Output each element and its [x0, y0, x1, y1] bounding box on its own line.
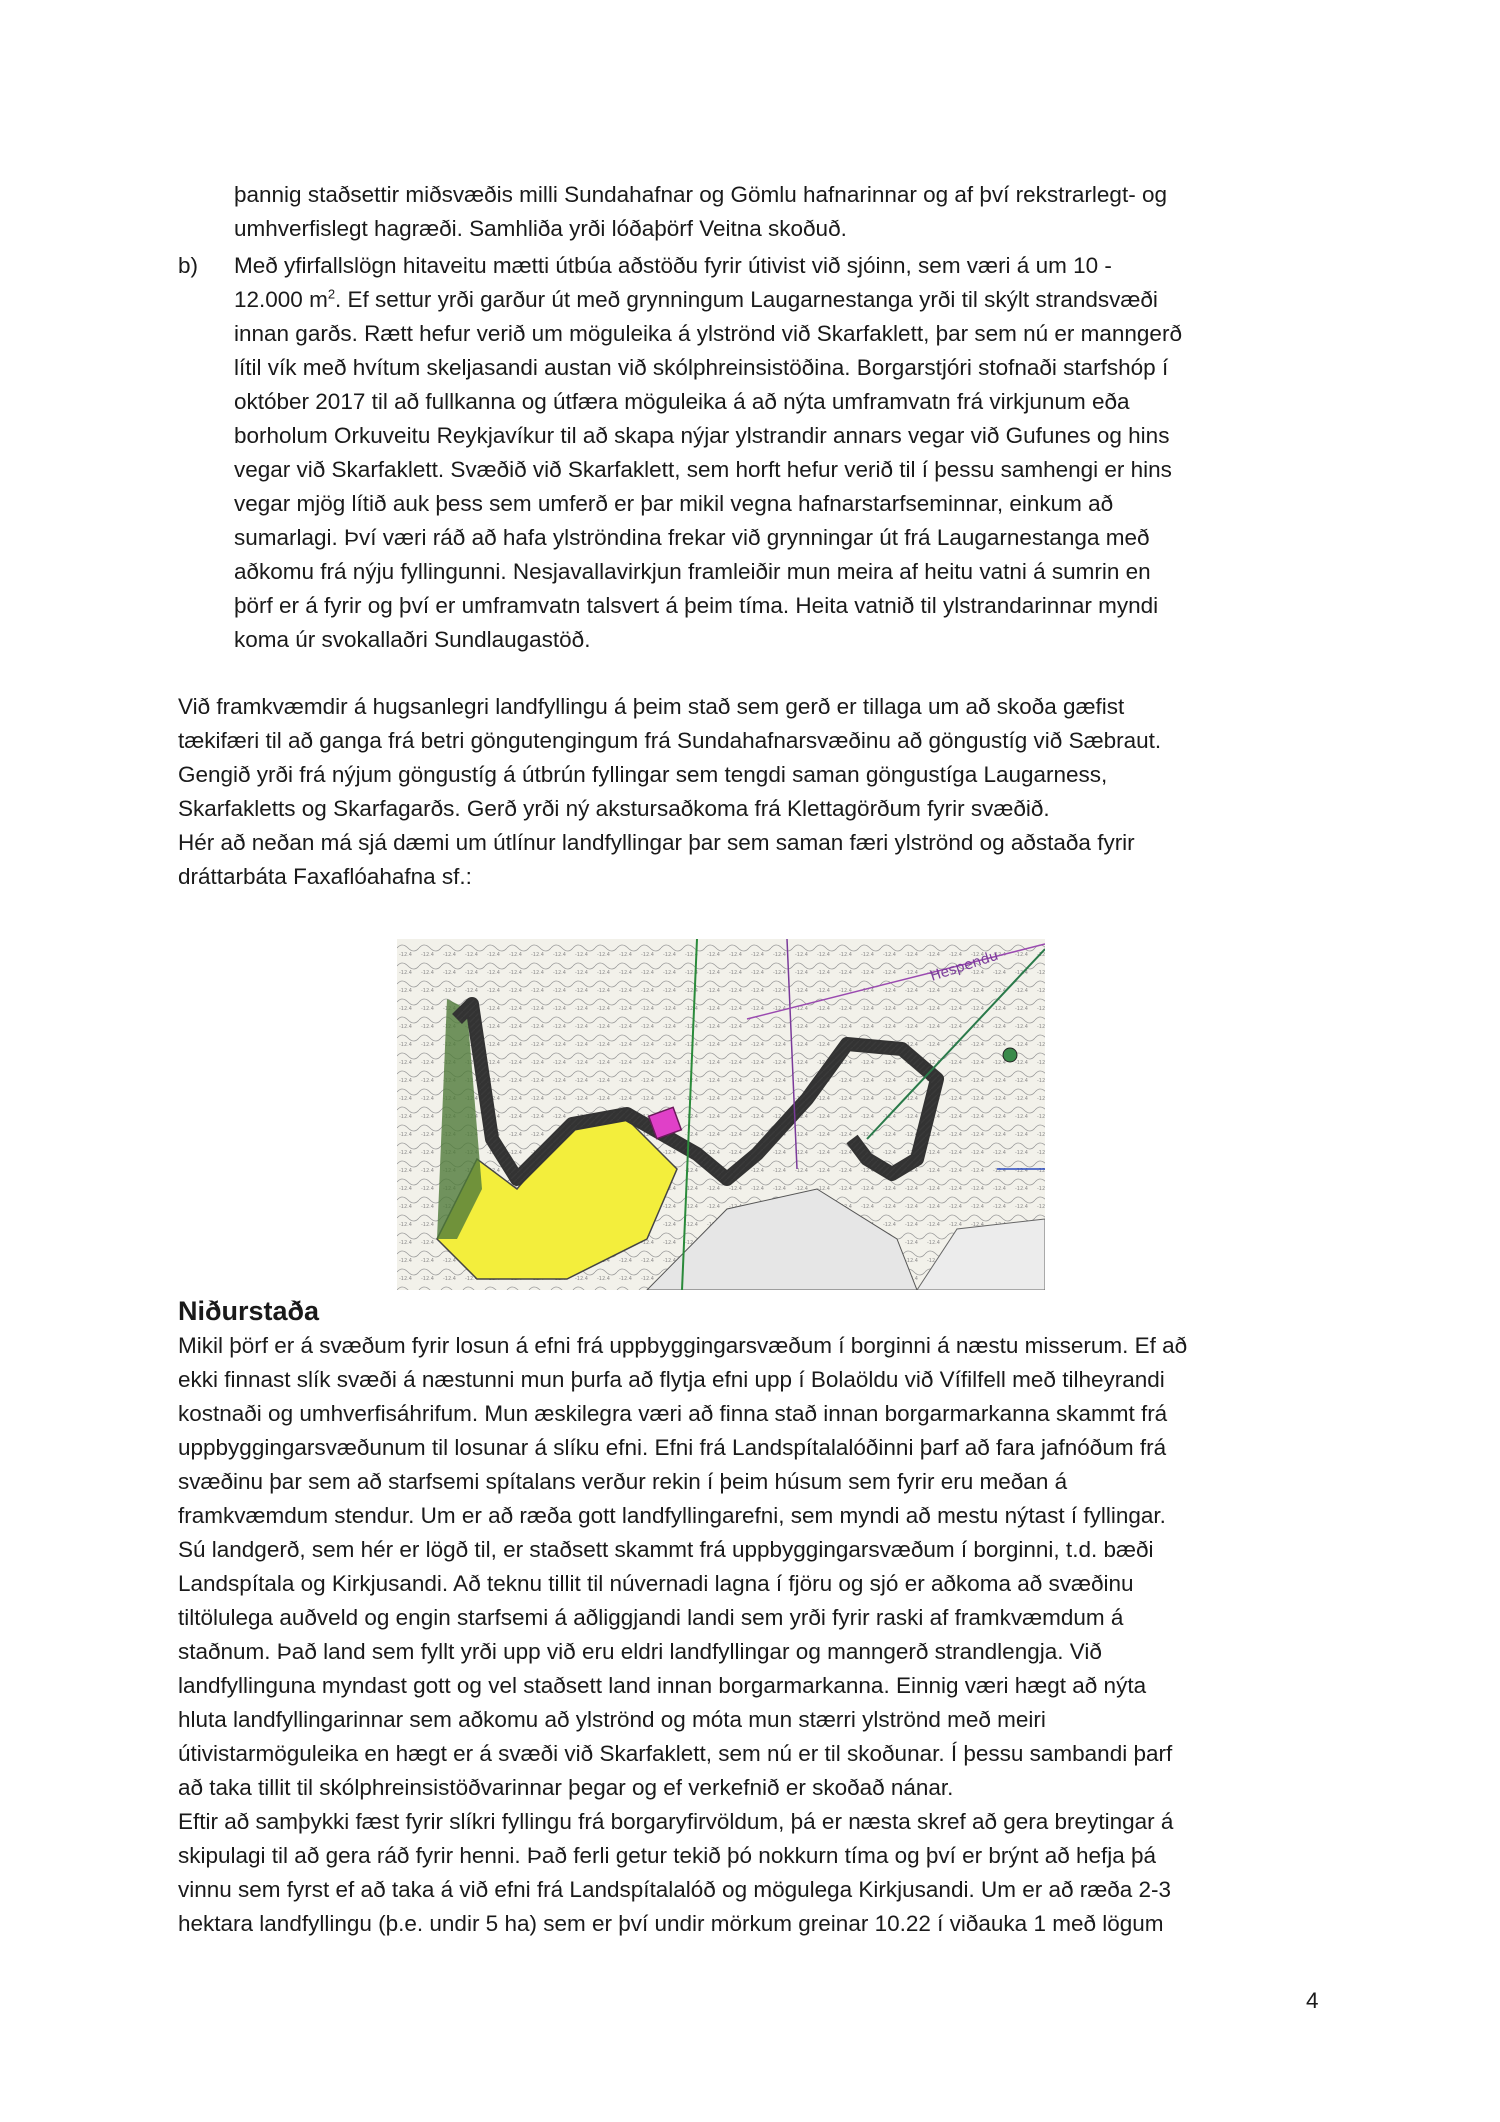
text-line: Mikil þörf er á svæðum fyrir losun á efni frá uppbyggingarsvæðum í borginni á næstu misserum. Ef að [178, 1333, 1188, 1358]
text-line: framkvæmdum stendur. Um er að ræða gott landfyllingarefni, sem myndi að mestu nýtast í fyllingar. [178, 1503, 1166, 1528]
text-line: aðkomu frá nýju fyllingunni. Nesjavallavirkjun framleiðir mun meira af heitu vatni á sumrin en [234, 559, 1151, 584]
text-line: Með yfirfallslögn hitaveitu mætti útbúa aðstöðu fyrir útivist við sjóinn, sem væri á um 10 - [234, 253, 1112, 278]
text-line: dráttarbáta Faxaflóahafna sf.: [178, 864, 472, 889]
landfill-map-figure [397, 939, 1045, 1290]
text-line-with-superscript [234, 283, 1322, 317]
text-line: staðnum. Það land sem fyllt yrði upp við eru eldri landfyllingar og manngerð strandlengja. Við [178, 1639, 1102, 1664]
page-number: 4 [1306, 1988, 1319, 2013]
superscript: 2 [327, 286, 336, 302]
text-line: koma úr svokallaðri Sundlaugastöð. [234, 627, 591, 652]
text-line: Gengið yrði frá nýjum göngustíg á útbrún fyllingar sem tengdi saman göngustíga Laugarness, [178, 762, 1108, 787]
text-line: Við framkvæmdir á hugsanlegri landfyllingu á þeim stað sem gerð er tillaga um að skoða gæfist [178, 694, 1125, 719]
area-value: 12.000 m [234, 287, 328, 312]
text-line: innan garðs. Rætt hefur verið um möguleika á ylströnd við Skarfaklett, þar sem nú er manngerð [234, 321, 1182, 346]
text-line: borholum Orkuveitu Reykjavíkur til að skapa nýjar ylstrandir annars vegar við Gufunes og hins [234, 423, 1170, 448]
text-line: umhverfislegt hagræði. Samhliða yrði lóðaþörf Veitna skoðuð. [234, 216, 847, 241]
text-line: október 2017 til að fullkanna og útfæra möguleika á að nýta umframvatn frá virkjunum eða [234, 389, 1130, 414]
text-line: útivistarmöguleika en hægt er á svæði við Skarfaklett, sem nú er til skoðunar. Í þessu sambandi þarf [178, 1741, 1173, 1766]
text-line: sumarlagi. Því væri ráð að hafa ylströndina frekar við grynningar út frá Laugarnestanga með [234, 525, 1150, 550]
text-fragment: . Ef settur yrði garður út með grynningum Laugarnestanga yrði til skýlt strandsvæði [335, 287, 1158, 312]
text-line: þannig staðsettir miðsvæðis milli Sundahafnar og Gömlu hafnarinnar og af því rekstrarlegt- og [234, 182, 1167, 207]
text-line: að taka tillit til skólphreinsistöðvarinnar þegar og ef verkefnið er skoðað nánar. [178, 1775, 954, 1800]
text-line: hluta landfyllingarinnar sem aðkomu að ylströnd og móta mun stærri ylströnd með meiri [178, 1707, 1046, 1732]
text-line: Sú landgerð, sem hér er lögð til, er staðsett skammt frá uppbyggingarsvæðum í borginni, t.d. bæði [178, 1537, 1154, 1562]
text-line: tiltölulega auðveld og engin starfsemi á aðliggjandi landi sem yrði fyrir raski af framkvæmdum á [178, 1605, 1124, 1630]
text-line: Skarfakletts og Skarfagarðs. Gerð yrði ný akstursaðkoma frá Klettagörðum fyrir svæðið. [178, 796, 1050, 821]
list-label-b: b) [178, 253, 199, 278]
item-b-paragraph [234, 249, 1322, 657]
section-heading: Niðurstaða [178, 1296, 320, 1326]
map-label: Hespendu [928, 947, 1001, 985]
text-line: landfyllinguna myndast gott og vel staðsett land innan borgarmarkanna. Einnig væri hægt að nýta [178, 1673, 1147, 1698]
text-line: lítil vík með hvítum skeljasandi austan við skólphreinsistöðina. Borgarstjóri stofnaði starfshóp í [234, 355, 1169, 380]
text-line: Hér að neðan má sjá dæmi um útlínur landfyllingar þar sem saman færi ylströnd og aðstaða fyrir [178, 830, 1135, 855]
item-a-continuation [234, 178, 1322, 246]
text-line: þörf er á fyrir og því er umframvatn talsvert á þeim tíma. Heita vatnið til ylstrandarinnar myndi [234, 593, 1159, 618]
conclusion-text [178, 1329, 1322, 1941]
marker-point [1003, 1048, 1017, 1062]
text-line: vegar við Skarfaklett. Svæðið við Skarfaklett, sem horft hefur verið til í þessu samhengi er hins [234, 457, 1172, 482]
text-line: kostnaði og umhverfisáhrifum. Mun æskilegra væri að finna stað innan borgarmarkanna skammt frá [178, 1401, 1168, 1426]
text-line: vegar mjög lítið auk þess sem umferð er þar mikil vegna hafnarstarfseminnar, einkum að [234, 491, 1114, 516]
text-line: vinnu sem fyrst ef að taka á við efni frá Landspítalalóð og mögulega Kirkjusandi. Um er að ræða 2-3 [178, 1877, 1172, 1902]
text-line: Landspítala og Kirkjusandi. Að teknu tillit til núvernadi lagna í fjöru og sjó er aðkoma að svæðinu [178, 1571, 1134, 1596]
text-line: ekki finnast slík svæði á næstunni mun þurfa að flytja efni upp í Bolaöldu við Vífilfell með tilheyrandi [178, 1367, 1165, 1392]
text-line: uppbyggingarsvæðunum til losunar á slíku efni. Efni frá Landspítalalóðinni þarf að fara jafnóðum frá [178, 1435, 1167, 1460]
text-line: tækifæri til að ganga frá betri göngutengingum frá Sundahafnarsvæðinu að göngustíg við Sæbraut. [178, 728, 1162, 753]
text-line: Eftir að samþykki fæst fyrir slíkri fyllingu frá borgaryfirvöldum, þá er næsta skref að gera breytingar á [178, 1809, 1174, 1834]
paragraph-walkways [178, 690, 1322, 894]
text-line: skipulagi til að gera ráð fyrir henni. Það ferli getur tekið þó nokkurn tíma og því er brýnt að hefja þá [178, 1843, 1157, 1868]
text-line: svæðinu þar sem að starfsemi spítalans verður rekin í þeim húsum sem fyrir eru meðan á [178, 1469, 1068, 1494]
text-line: hektara landfyllingu (þ.e. undir 5 ha) sem er því undir mörkum greinar 10.22 í viðauka 1 með lögum [178, 1911, 1164, 1936]
